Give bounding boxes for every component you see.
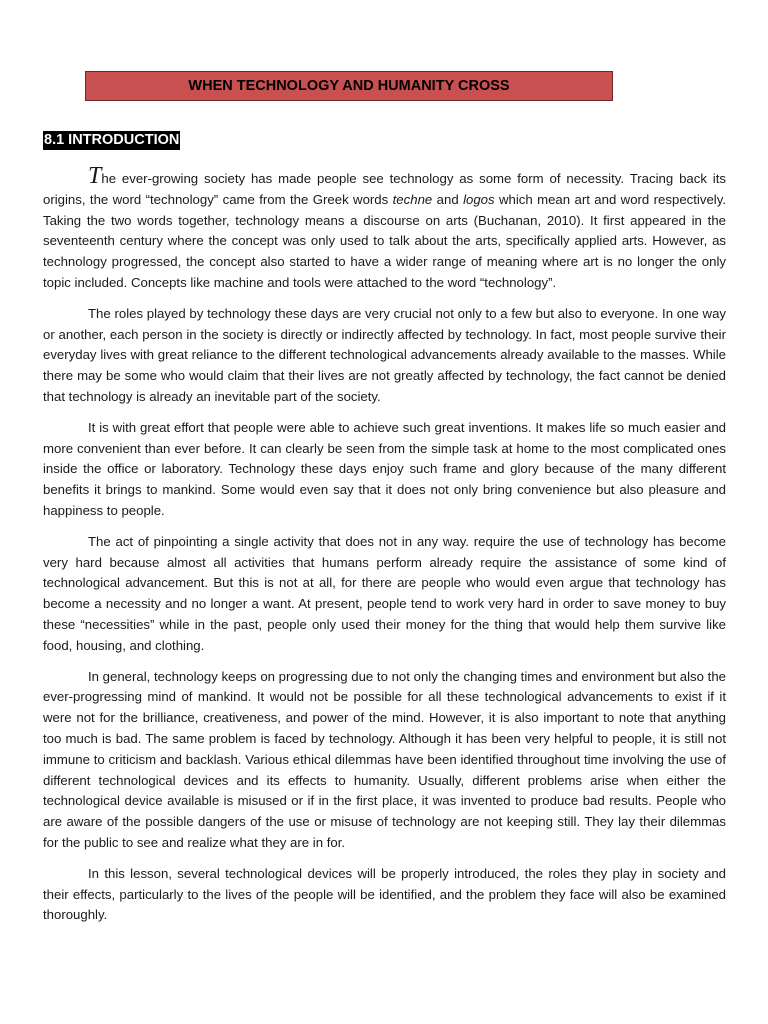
section-heading: 8.1 INTRODUCTION xyxy=(44,132,180,148)
term-techne: techne xyxy=(392,191,433,207)
paragraph: In this lesson, several technological devices will be properly introduced, the roles they play in society and their effects, particularly to the lives of the people will be identified, and the problem they face will also be examined thoroughly. xyxy=(43,865,726,923)
term-logos: logos xyxy=(463,191,495,207)
intro-part-a: origins, the word “technology” came from the Greek words xyxy=(43,191,393,207)
intro-line1: he ever-growing society has made people see technology as some form of necessity. Tracing back its xyxy=(101,171,726,186)
intro-paragraph xyxy=(43,163,726,294)
paragraph: In general, technology keeps on progressing due to not only the changing times and environment but also the ever-progressing mind of mankind. It would not be possible for all these technological advancements to exist if it were not for the brilliance, creativeness, and power of the mind. However, it is also important to note that anything too much is bad. The same problem is faced by technology. Although it has been very helpful to people, it is still not immune to criticism and backlash. Various ethical dilemmas have been identified throughout time involving the use of different technological devices and its effects to humanity. Usually, different problems arise when either the technological device available is misused or if in the first place, it was invented to produce bad results. People who are aware of the possible dangers of the use or misuse of technology are not keeping still. They lay their dilemmas for the public to see and realize what they are in for. xyxy=(43,668,726,850)
document-title: WHEN TECHNOLOGY AND HUMANITY CROSS xyxy=(188,78,510,94)
intro-part-b: which mean art and word respectively. Taking the two words together, technology means a discourse on arts (Buchanan, 2010). It first appeared in the seventeenth century where the concept was only used to talk about the arts, specifically applied arts. However, as technology progressed, the concept also started to have a wider range of meaning where art is no longer the only topic included. Concepts like machine and tools were attached to the word “technology”. xyxy=(43,191,726,290)
paragraph: The roles played by technology these days are very crucial not only to a few but also to everyone. In one way or another, each person in the society is directly or indirectly affected by technology. In fact, most people survive their everyday lives with great reliance to the different technological advancements already available to the masses. While there may be some who would claim that their lives are not greatly affected by technology, the fact cannot be denied that technology is already an inevitable part of the society. xyxy=(43,305,726,404)
intro-and: and xyxy=(432,191,464,207)
document-title-banner xyxy=(85,71,613,101)
paragraph: The act of pinpointing a single activity that does not in any way. require the use of technology has become very hard because almost all activities that humans perform already require the assistance of some kind of technological advancement. But this is not at all, for there are people who would even argue that technology has become a necessity and no longer a want. At present, people tend to work very hard in order to save money to buy these “necessities” while in the past, people only used their money for the thing that would help them survive like food, housing, and clothing. xyxy=(43,533,726,653)
body-text xyxy=(43,163,726,936)
paragraph: It is with great effort that people were able to achieve such great inventions. It makes life so much easier and more convenient than ever before. It can clearly be seen from the simple task at home to the most complicated ones inside the office or laboratory. Technology these days enjoy such frame and glory because of the many different benefits it brings to mankind. Some would even say that it does not only bring convenience but also pleasure and happiness to people. xyxy=(43,419,726,518)
dropcap-letter: T xyxy=(88,163,102,189)
